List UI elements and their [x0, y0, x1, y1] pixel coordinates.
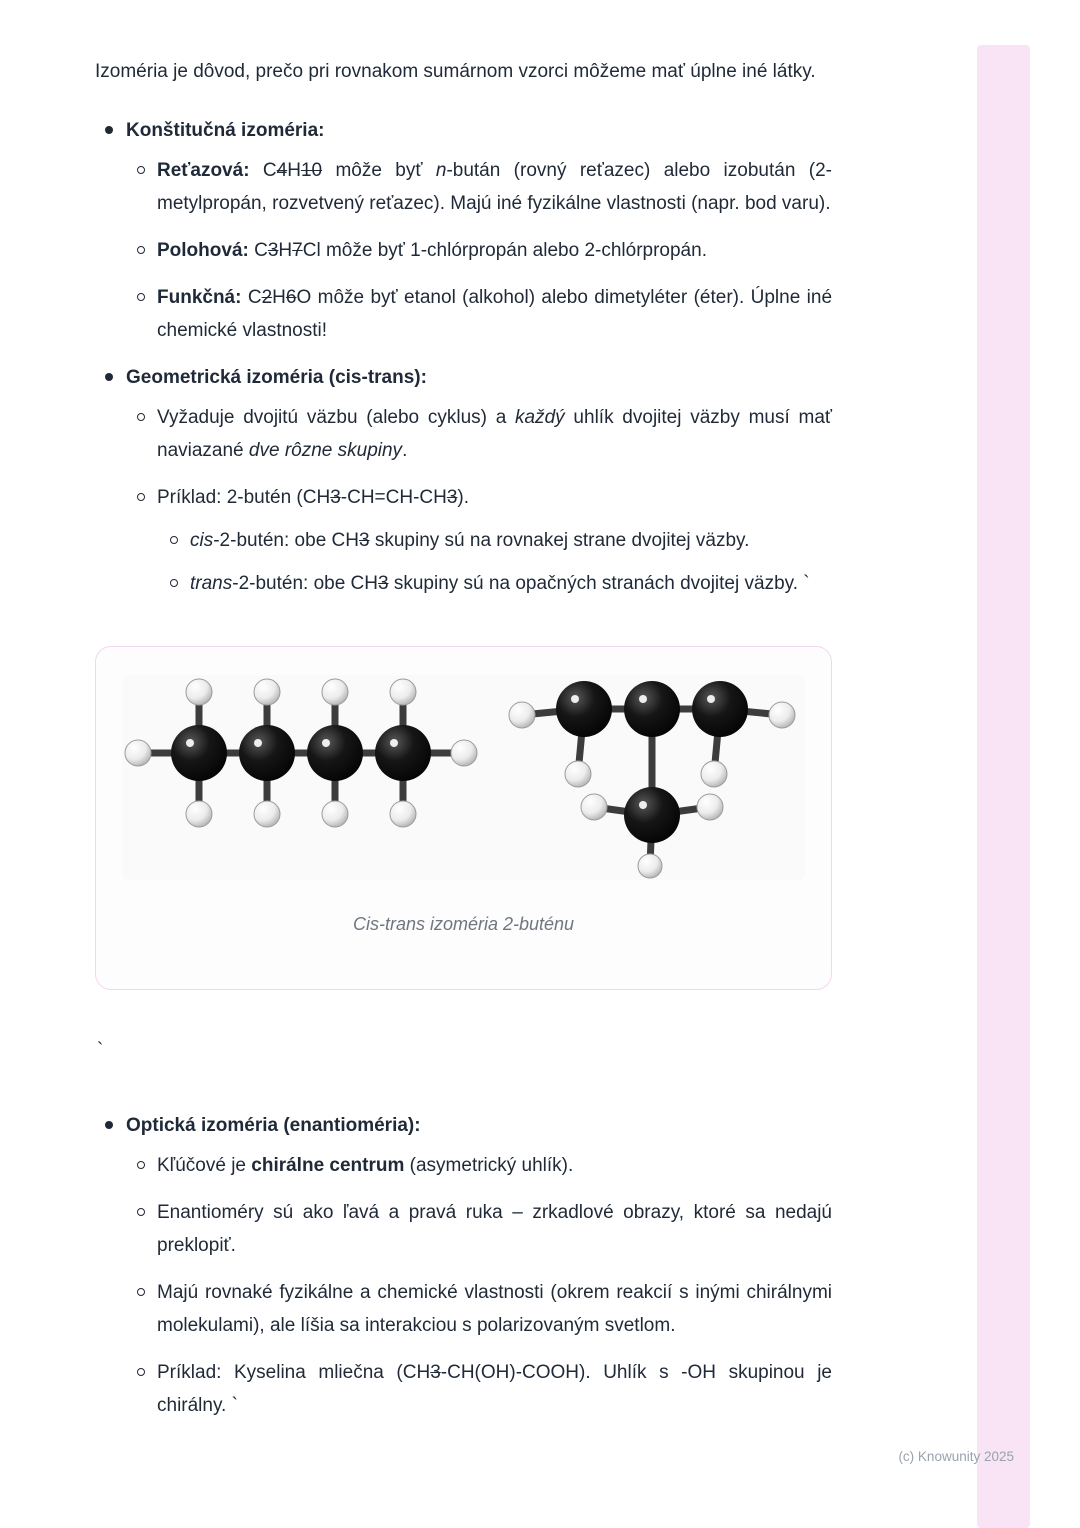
intro-paragraph: Izoméria je dôvod, prečo pri rovnakom sumárnom vzorci môžeme mať úplne iné látky. — [95, 61, 816, 82]
figure-image-area — [122, 675, 805, 880]
section-heading-row — [105, 1109, 832, 1142]
sub-list-item — [170, 567, 832, 600]
bullet-icon — [105, 126, 113, 134]
stray-backtick-text: ` — [97, 1040, 104, 1061]
list-item-text: Kľúčové je chirálne centrum (asymetrický uhlík). — [157, 1155, 574, 1176]
circle-bullet-icon — [170, 579, 178, 587]
list-item — [95, 1196, 832, 1262]
circle-bullet-icon — [137, 293, 145, 301]
list-item-text: Príklad: Kyselina mliečna (CH3-CH(OH)-COOH). Uhlík s -OH skupinou je chirálny. ` — [157, 1362, 832, 1416]
list-item — [95, 154, 832, 220]
section-title: Geometrická izoméria (cis-trans): — [126, 367, 427, 388]
list-item — [95, 1356, 832, 1422]
list-item — [95, 1149, 832, 1182]
page-margin-strip — [977, 45, 1030, 1528]
section-title: Optická izoméria (enantioméria): — [126, 1115, 421, 1136]
circle-bullet-icon — [137, 1288, 145, 1296]
section-heading-row — [105, 361, 832, 394]
list-item-text: Vyžaduje dvojitú väzbu (alebo cyklus) a každý uhlík dvojitej väzby musí mať naviazané dve rôzne skupiny. — [157, 407, 833, 461]
list-item-text: Príklad: 2-butén (CH3-CH=CH-CH3). — [157, 487, 470, 508]
circle-bullet-icon — [170, 536, 178, 544]
copyright-text: (c) Knowunity 2025 — [898, 1449, 1014, 1464]
circle-bullet-icon — [137, 246, 145, 254]
molecule-ball-stick-image — [124, 675, 804, 880]
bullet-icon — [105, 373, 113, 381]
circle-bullet-icon — [137, 1208, 145, 1216]
section-geometricka-izomeria — [95, 361, 832, 600]
notes-content — [95, 55, 832, 1422]
list-item — [95, 281, 832, 347]
section-konstitucna-izomeria — [95, 114, 832, 347]
section-heading-row — [105, 114, 832, 147]
list-item-text: Reťazová: C4H10 môže byť n-bután (rovný reťazec) alebo izobután (2-metylpropán, rozvetvený reťazec). Majú iné fyzikálne vlastnosti (napr. bod varu). — [157, 160, 832, 214]
section-title: Konštitučná izoméria: — [126, 120, 325, 141]
figure-caption: Cis-trans izoméria 2-buténu — [352, 914, 575, 934]
bullet-icon — [105, 1121, 113, 1129]
list-item-text: Funkčná: C2H6O môže byť etanol (alkohol) alebo dimetyléter (éter). Úplne iné chemické vlastnosti! — [157, 287, 833, 341]
list-item-text: Enantioméry sú ako ľavá a pravá ruka – zrkadlové obrazy, ktoré sa nedajú preklopiť. — [157, 1202, 832, 1256]
list-item-text: Polohová: C3H7Cl môže byť 1-chlórpropán alebo 2-chlórpropán. — [157, 240, 707, 261]
circle-bullet-icon — [137, 166, 145, 174]
list-item — [95, 401, 832, 467]
list-item-text: Majú rovnaké fyzikálne a chemické vlastnosti (okrem reakcií s inými chirálnymi molekulami), ale líšia sa interakciou s polarizovaným svetlom. — [157, 1282, 832, 1336]
list-item — [95, 481, 832, 600]
circle-bullet-icon — [137, 413, 145, 421]
list-item — [95, 234, 832, 267]
list-item — [95, 1276, 832, 1342]
sub-list-item — [170, 524, 832, 557]
circle-bullet-icon — [137, 493, 145, 501]
circle-bullet-icon — [137, 1368, 145, 1376]
section-opticka-izomeria — [95, 1109, 832, 1422]
list-item-text: trans-2-butén: obe CH3 skupiny sú na opačných stranách dvojitej väzby. ` — [190, 573, 810, 594]
list-item-text: cis-2-butén: obe CH3 skupiny sú na rovnakej strane dvojitej väzby. — [190, 530, 750, 551]
circle-bullet-icon — [137, 1161, 145, 1169]
figure-card — [95, 646, 832, 990]
